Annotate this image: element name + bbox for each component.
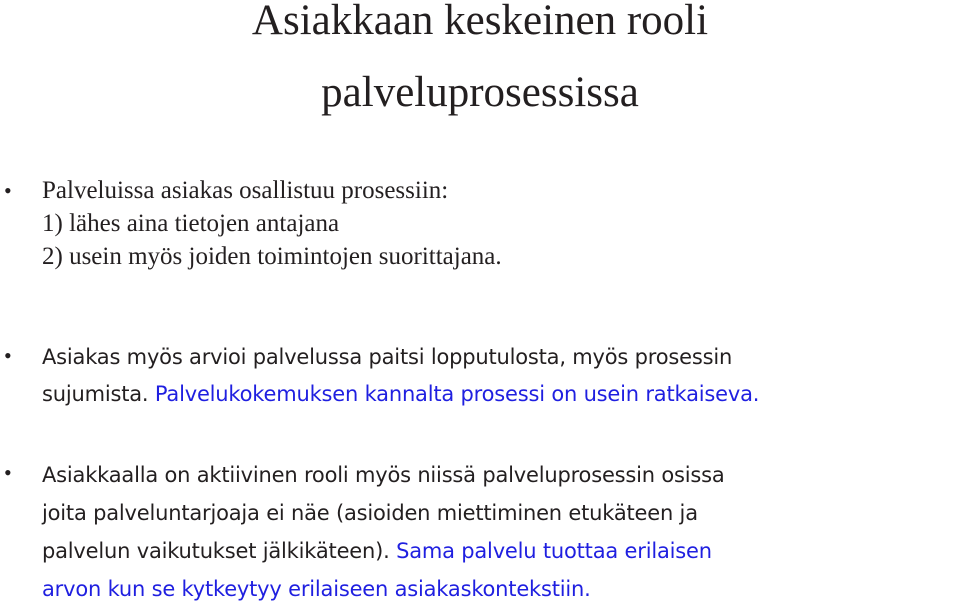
bullet-3-highlight-text: Sama palvelu tuottaa erilaisen bbox=[396, 539, 712, 563]
bullet-1-line-2: 1) lähes aina tietojen antajana bbox=[42, 210, 340, 237]
bullet-1-line-1: Palveluissa asiakas osallistuu prosessiin: bbox=[42, 177, 449, 204]
slide-title bbox=[0, 0, 960, 118]
bullet-2-line-1: Asiakas myös arvioi palvelussa paitsi lopputulosta, myös prosessin bbox=[42, 345, 733, 369]
bullet-1-line-3: 2) usein myös joiden toimintojen suorittajana. bbox=[42, 243, 502, 270]
title-line-1: Asiakkaan keskeinen rooli bbox=[251, 0, 709, 44]
bullet-2-highlight-text: Palvelukokemuksen kannalta prosessi on usein ratkaiseva. bbox=[154, 382, 760, 406]
bullet-3-line-3 bbox=[42, 532, 952, 570]
bullet-icon: • bbox=[4, 343, 12, 368]
bullet-icon: • bbox=[4, 460, 12, 485]
bullet-text-1 bbox=[42, 174, 952, 273]
bullet-text-2 bbox=[42, 339, 952, 413]
bullet-2-plain-text: sujumista. bbox=[42, 382, 155, 406]
bullet-icon: • bbox=[4, 178, 12, 203]
title-line-2: palveluprosessissa bbox=[321, 69, 639, 116]
bullet-3-line-4: arvon kun se kytkeytyy erilaiseen asiakaskontekstiin. bbox=[42, 577, 591, 601]
bullet-3-line-1: Asiakkaalla on aktiivinen rooli myös niissä palveluprosessin osissa bbox=[42, 463, 725, 487]
bullet-3-plain-text: palvelun vaikutukset jälkikäteen). bbox=[42, 539, 397, 563]
bullet-2-line-2 bbox=[42, 376, 952, 413]
bullet-text-3 bbox=[42, 456, 952, 608]
bullet-3-line-2: joita palveluntarjoaja ei näe (asioiden miettiminen etukäteen ja bbox=[42, 501, 698, 525]
